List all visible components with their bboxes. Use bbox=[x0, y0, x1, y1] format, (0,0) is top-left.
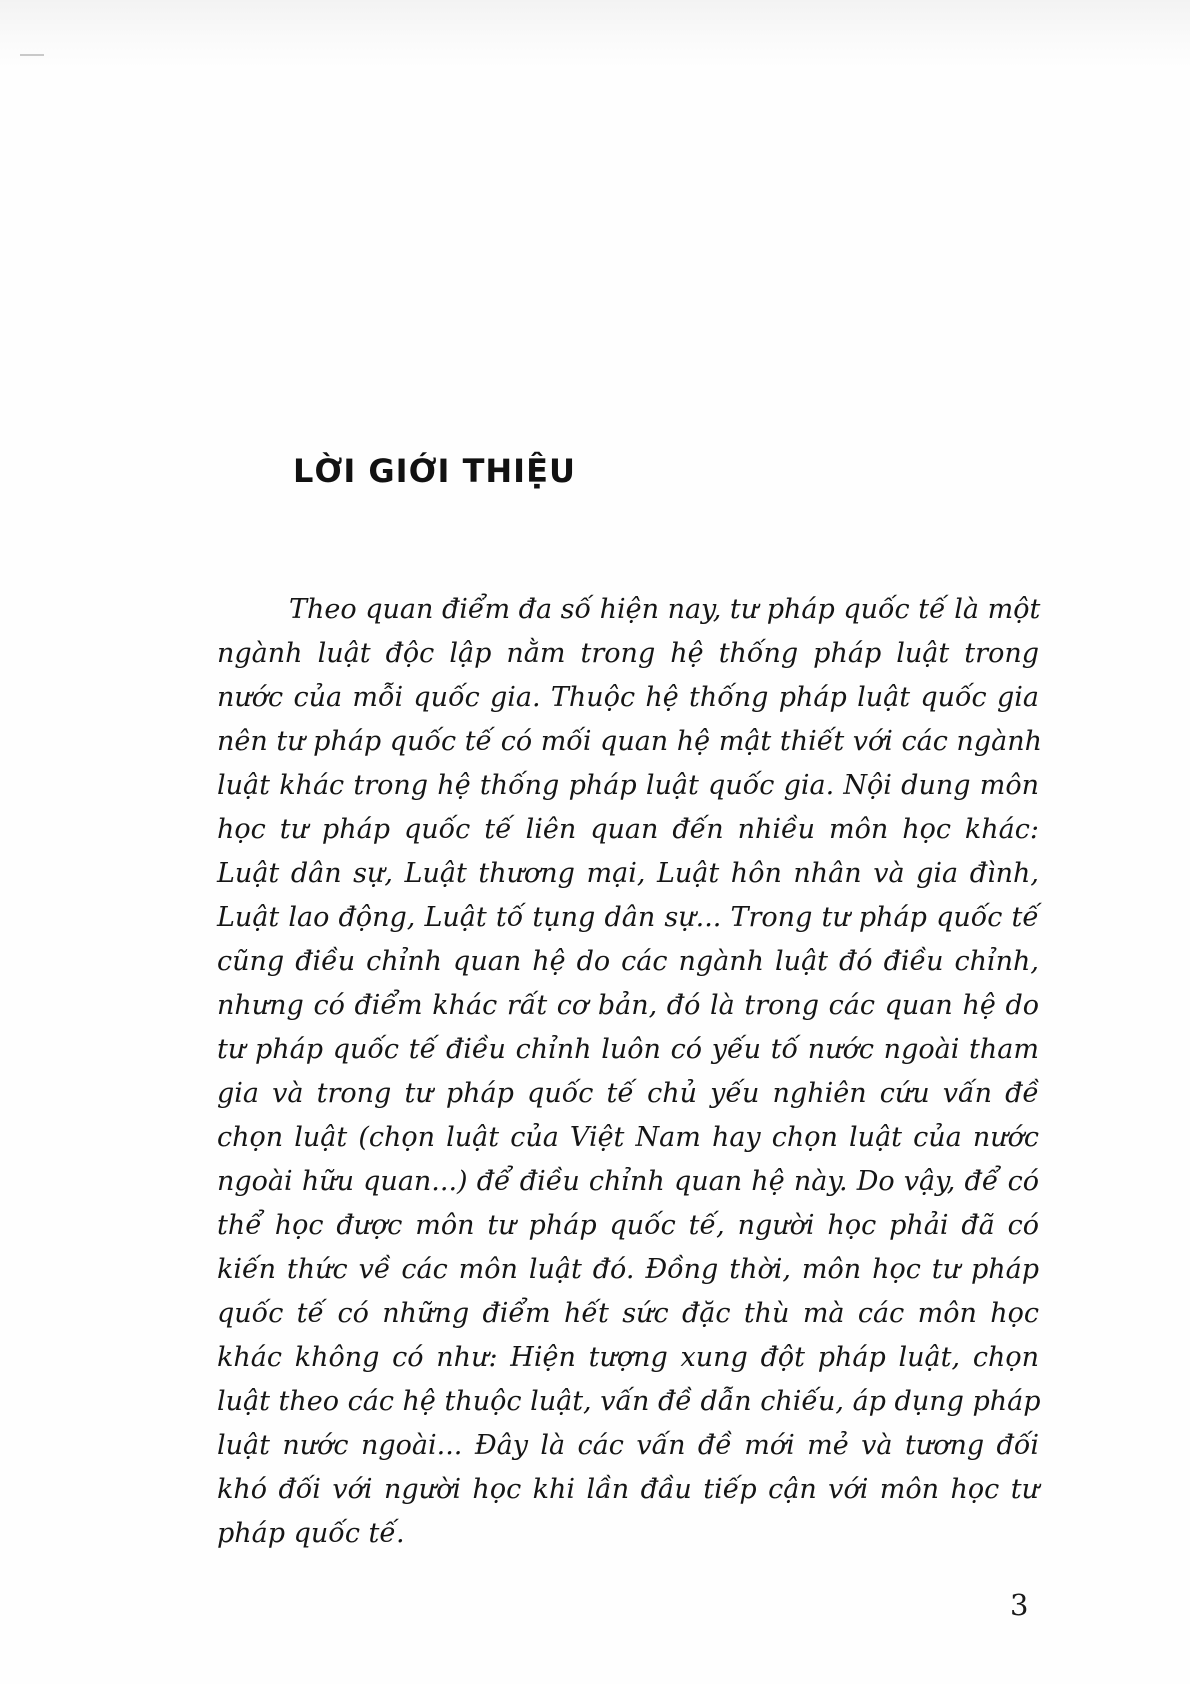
body-line: gia và trong tư pháp quốc tế chủ yếu nghiên cứu vấn đề bbox=[217, 1078, 1039, 1109]
body-line: khó đối với người học khi lần đầu tiếp cận với môn học tư bbox=[217, 1474, 1039, 1505]
body-line: tư pháp quốc tế điều chỉnh luôn có yếu tố nước ngoài tham bbox=[217, 1034, 1039, 1065]
scan-top-edge bbox=[0, 0, 1190, 70]
page-number: 3 bbox=[1010, 1588, 1029, 1622]
scan-edge-mark bbox=[20, 54, 44, 56]
body-line: pháp quốc tế. bbox=[217, 1518, 405, 1549]
body-line: kiến thức về các môn luật đó. Đồng thời, môn học tư pháp bbox=[217, 1254, 1039, 1285]
body-line: Theo quan điểm đa số hiện nay, tư pháp quốc tế là một bbox=[289, 594, 1041, 625]
body-line: thể học được môn tư pháp quốc tế, người học phải đã có bbox=[217, 1210, 1039, 1241]
body-line: cũng điều chỉnh quan hệ do các ngành luật đó điều chỉnh, bbox=[217, 946, 1039, 977]
body-line: nhưng có điểm khác rất cơ bản, đó là trong các quan hệ do bbox=[217, 990, 1039, 1021]
body-line: nên tư pháp quốc tế có mối quan hệ mật thiết với các ngành bbox=[217, 726, 1042, 757]
body-line: Luật dân sự, Luật thương mại, Luật hôn nhân và gia đình, bbox=[217, 858, 1039, 889]
body-line: Luật lao động, Luật tố tụng dân sự... Trong tư pháp quốc tế bbox=[217, 902, 1039, 933]
body-line: luật theo các hệ thuộc luật, vấn đề dẫn chiếu, áp dụng pháp bbox=[217, 1386, 1041, 1417]
body-line: nước của mỗi quốc gia. Thuộc hệ thống pháp luật quốc gia bbox=[217, 682, 1039, 713]
body-line: học tư pháp quốc tế liên quan đến nhiều môn học khác: bbox=[217, 814, 1039, 845]
body-line: ngoài hữu quan...) để điều chỉnh quan hệ này. Do vậy, để có bbox=[217, 1166, 1039, 1197]
body-line: luật nước ngoài... Đây là các vấn đề mới mẻ và tương đối bbox=[217, 1430, 1039, 1461]
body-paragraph bbox=[217, 588, 1042, 1556]
body-line: ngành luật độc lập nằm trong hệ thống pháp luật trong bbox=[217, 638, 1039, 669]
body-line: quốc tế có những điểm hết sức đặc thù mà các môn học bbox=[217, 1298, 1039, 1329]
body-line: khác không có như: Hiện tượng xung đột pháp luật, chọn bbox=[217, 1342, 1039, 1373]
body-line: chọn luật (chọn luật của Việt Nam hay chọn luật của nước bbox=[217, 1122, 1039, 1153]
body-line: luật khác trong hệ thống pháp luật quốc gia. Nội dung môn bbox=[217, 770, 1039, 801]
page-title: LỜI GIỚI THIỆU bbox=[293, 452, 576, 490]
